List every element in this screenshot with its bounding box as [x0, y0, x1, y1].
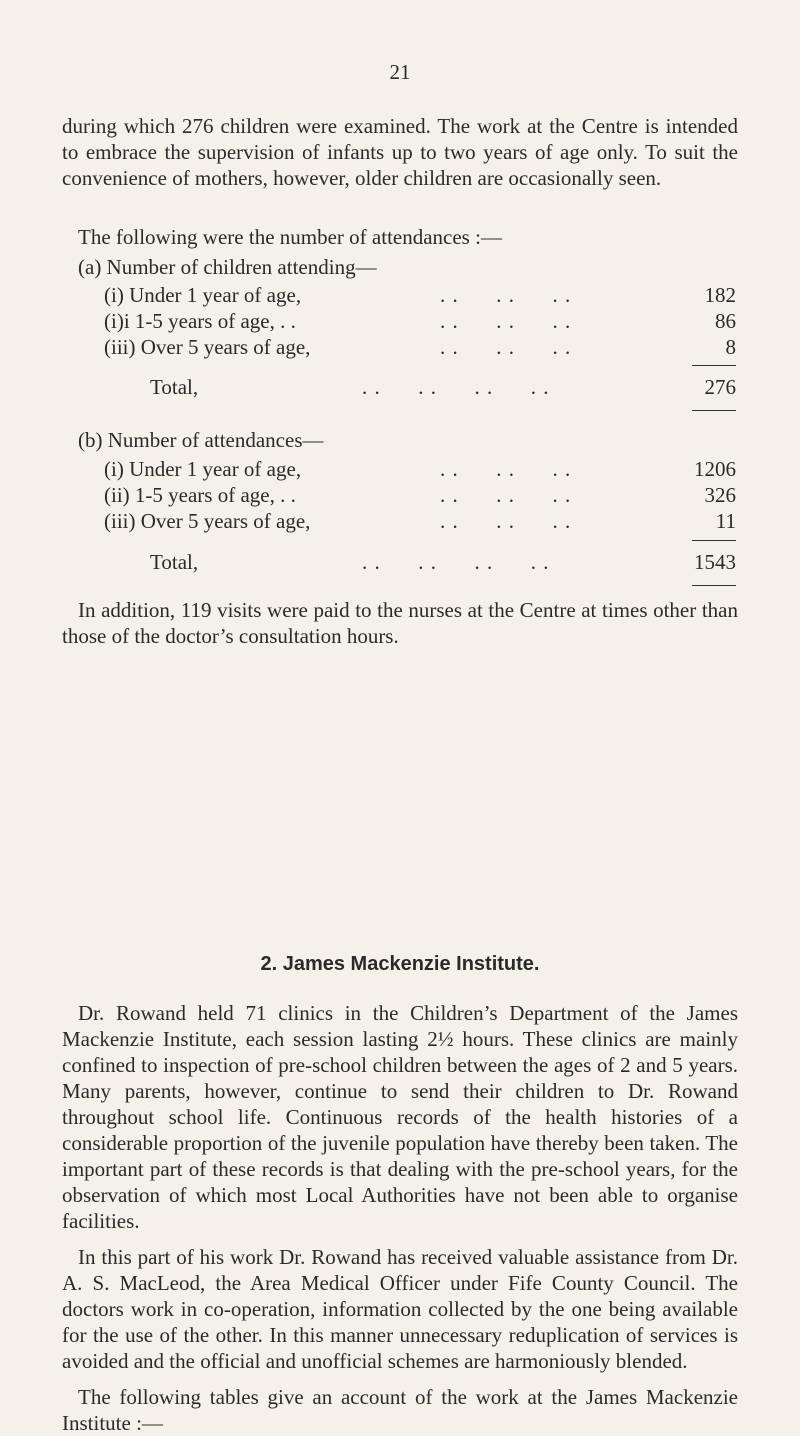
row-label: (i)i 1-5 years of age, . . [104, 309, 296, 333]
row-label: (ii) 1-5 years of age, . . [104, 483, 296, 507]
row-value: 11 [715, 509, 736, 533]
row-leader-dots: . . . . . . [440, 457, 572, 481]
subtotal-rule [692, 365, 736, 366]
row-value: 326 [704, 483, 736, 507]
total-label: Total, [150, 550, 199, 574]
paragraph-rowand: Dr. Rowand held 71 clinics in the Children’s Department of the James Mackenzie Institute, each session lasting 2½ hours. These clinics are mainly confined to inspection of pre-school children between the ages of 2 and 5 years. Many parents, however, continue to send their children to Dr. Rowand throughout school life. Continuous records of the health histories of a considerable proportion of the juvenile population have thereby been taken. The important part of these records is that dealing with the pre-school years, for the observation of which most Local Authorities have not been able to organise facilities. [62, 1001, 738, 1233]
row-leader-dots: . . . . . . [440, 335, 572, 359]
total-label: Total, [150, 375, 199, 399]
row-value: 182 [704, 283, 736, 307]
section-b-heading: (b) Number of attendances— [78, 428, 324, 452]
row-leader-dots: . . . . . . [440, 283, 572, 307]
row-leader-dots: . . . . . . [440, 309, 572, 333]
total-value: 1543 [694, 550, 736, 574]
row-label: (i) Under 1 year of age, [104, 283, 302, 307]
row-label: (iii) Over 5 years of age, [104, 335, 311, 359]
total-rule [692, 410, 736, 411]
section-heading: 2. James Mackenzie Institute. [260, 953, 540, 975]
paragraph-intro: during which 276 children were examined. The work at the Centre is intended to embrace the supervision of infants up to two years of age only. To suit the convenience of mothers, however, older children are occasionally seen. [62, 114, 738, 190]
total-value: 276 [704, 375, 736, 399]
row-leader-dots: . . . . . . [440, 483, 572, 507]
row-value: 8 [725, 335, 736, 359]
section-a-heading: (a) Number of children attending— [78, 255, 377, 279]
row-value: 86 [715, 309, 736, 333]
total-leader-dots: . . . . . . . . [362, 550, 550, 574]
paragraph-macleod: In this part of his work Dr. Rowand has received valuable assistance from Dr. A. S. MacLeod, the Area Medical Officer under Fife County Council. The doctors work in co-operation, information collected by the one being available for the use of the other. In this manner unnecessary reduplication of services is avoided and the official and unofficial schemes are harmoniously blended. [62, 1245, 738, 1373]
row-value: 1206 [694, 457, 736, 481]
row-leader-dots: . . . . . . [440, 509, 572, 533]
row-label: (i) Under 1 year of age, [104, 457, 302, 481]
total-leader-dots: . . . . . . . . [362, 375, 550, 399]
paragraph-tables: The following tables give an account of the work at the James Mackenzie Institute :— [62, 1385, 738, 1435]
total-rule [692, 585, 736, 586]
row-label: (iii) Over 5 years of age, [104, 509, 311, 533]
attendances-intro: The following were the number of attendances :— [78, 225, 502, 249]
subtotal-rule [692, 540, 736, 541]
paragraph-addition: In addition, 119 visits were paid to the nurses at the Centre at times other than those of the doctor’s consultation hours. [62, 598, 738, 648]
page-number: 21 [389, 60, 411, 84]
